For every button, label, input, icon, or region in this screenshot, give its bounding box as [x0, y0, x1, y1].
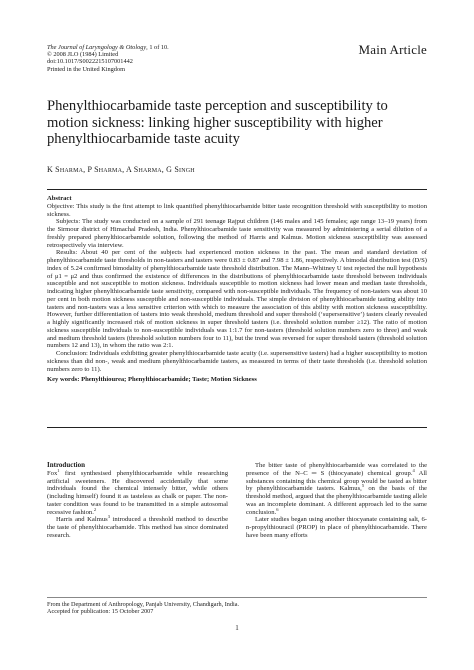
- reference-2[interactable]: 2: [93, 506, 97, 512]
- abstract-objective: Objective: This study is the first attempt to link quantified phenylthiocarbamide bitter taste recognition threshold with susceptibility to motion sickness.: [47, 202, 427, 218]
- text-run: Harris and Kalmus: [56, 516, 108, 524]
- page-number: 1: [235, 624, 239, 632]
- footer-rule: [47, 597, 427, 598]
- abstract-heading: Abstract: [47, 195, 72, 202]
- abstract-subjects: Subjects: The study was conducted on a sample of 291 teenage Rajput children (146 males and 145 females; age range 13–19 years) from the Sirmour district of Himachal Pradesh, India. Phenylthiocarbamide taste sensitivity was measured by administering a serial dilution of a freshly prepared phenylthiocarbamide solution, following the method of Harris and Kalmus. Motion sickness susceptibility was assessed retrospectively via interview.: [47, 218, 427, 249]
- article-type-label: Main Article: [358, 42, 427, 57]
- intro-paragraph-3: [246, 462, 427, 516]
- body-column-right: [246, 462, 427, 540]
- copyright-line: © 2008 JLO (1984) Limited: [47, 51, 119, 59]
- reference-3[interactable]: 3: [107, 514, 110, 520]
- abstract-conclusion: Conclusion: Individuals exhibiting greater phenylthiocarbamide taste acuity (i.e. supersensitive tasters) had a higher susceptibility to motion sickness than did non-, weak and medium phenylthiocarbamide tasters, as measured in terms of their taste thresholds (i.e. threshold solution numbers zero to 11).: [47, 350, 427, 373]
- reference-4[interactable]: 4: [412, 467, 415, 473]
- body-column-left: [47, 462, 228, 540]
- text-run: introduced a threshold method to describe the taste of phenylthiocarbamide. This method has since dominated research.: [47, 516, 228, 539]
- text-run: The bitter taste of phenylthiocarbamide was correlated to the presence of the N–C ═ S (thiocyanate) chemical group.: [246, 462, 427, 477]
- article-title: Phenylthiocarbamide taste perception and susceptibility to motion sickness: linking higher susceptibility with higher phenylthiocarbamide taste acuity: [47, 98, 388, 148]
- footnote: [47, 601, 427, 615]
- text-run: first synthesised phenylthiocarbamide while researching artificial sweeteners. He discovered accidentally that some individuals found the chemical intensely bitter, while others (including himself) found it as tasteless as chalk or paper. The non-taster condition was found to be transmitted in a simple autosomal recessive fashion.: [47, 469, 228, 516]
- abstract-top-rule: [47, 189, 427, 190]
- text-run: All substances containing this chemical group would be tasted as bitter by phenylthiocarbamide tasters. Kalmus,: [246, 469, 427, 493]
- reference-1[interactable]: 1: [57, 467, 60, 473]
- reference-5[interactable]: 5: [361, 483, 365, 489]
- printed-line: Printed in the United Kingdom: [47, 65, 126, 73]
- reference-6[interactable]: 6: [276, 506, 279, 512]
- journal-info: [47, 44, 307, 73]
- journal-pages: , 1 of 10.: [146, 44, 169, 51]
- abstract-section: [47, 195, 427, 384]
- intro-paragraph-4: Later studies began using another thiocyanate containing salt, 6-n-propylthiouracil (PROP) in place of phenylthiocarbamide. There have been many efforts: [246, 516, 427, 539]
- affiliation-line: From the Department of Anthropology, Panjab University, Chandigarh, India.: [47, 601, 240, 608]
- text-run: on the basis of the threshold method, argued that the phenylthiocarbamide tasting allele was an incomplete dominant. A different approach led to the same conclusion.: [246, 485, 427, 516]
- doi-line: doi:10.1017/S0022215107001442: [47, 58, 133, 66]
- abstract-bottom-rule: [47, 427, 427, 428]
- text-run: Fox: [47, 469, 58, 477]
- journal-name: The Journal of Laryngology & Otology: [47, 44, 147, 51]
- journal-citation: [47, 44, 307, 51]
- abstract-results: Results: About 40 per cent of the subjects had experienced motion sickness in the past. The mean and standard deviation of phenylthiocarbamide taste thresholds in non-tasters and tasters were 0.83 ± 0.87 and 7.98 ± 1.86, respectively. A bimodal distribution test (D/S) index of 5.24 confirmed bimodality of phenylthiocarbamide taste threshold distribution. The Mann–Whitney U test rejected the null hypothesis of μ1 = μ2 and thus confirmed the existence of differences in the distributions of phenylthiocarbamide taste threshold between individuals susceptible and not susceptible to motion sickness. Individuals susceptible to motion sickness had lower mean and median taste thresholds, indicating higher phenylthiocarbamide taste sensitivity, compared with non-susceptible individuals. The frequency of non-tasters was about 10 per cent in both motion sickness susceptible and non-susceptible individuals. The simple division of phenylthiocarbamide tasting ability into tasters and non-tasters was a less sensitive criterion with which to measure the association of this ability with motion sickness susceptibility. However, further differentiation of tasters into weak threshold, medium threshold and super threshold (‘supersensitive’) tasters clearly revealed a highly significantly increased risk of motion sickness in super threshold tasters (i.e. threshold solution number ≥12). The ratio of motion sickness susceptible individuals to non-susceptible individuals was 1:1.7 for non-tasters (threshold solution numbers zero to three) and weak and medium threshold tasters (threshold solution numbers four to 11), but the trend was reversed for super threshold tasters (threshold solution numbers 12 and 13), in whom the ratio was 2:1.: [47, 249, 427, 350]
- intro-paragraph-2: [47, 516, 228, 539]
- accepted-line: Accepted for publication: 15 October 2007: [47, 608, 154, 616]
- keywords: Key words: Phenylthiourea; Phenylthiocarbamide; Taste; Motion Sickness: [47, 376, 257, 384]
- author-list: K Sharma, P Sharma, A Sharma, G Singh: [47, 165, 195, 174]
- introduction-heading: Introduction: [47, 461, 85, 469]
